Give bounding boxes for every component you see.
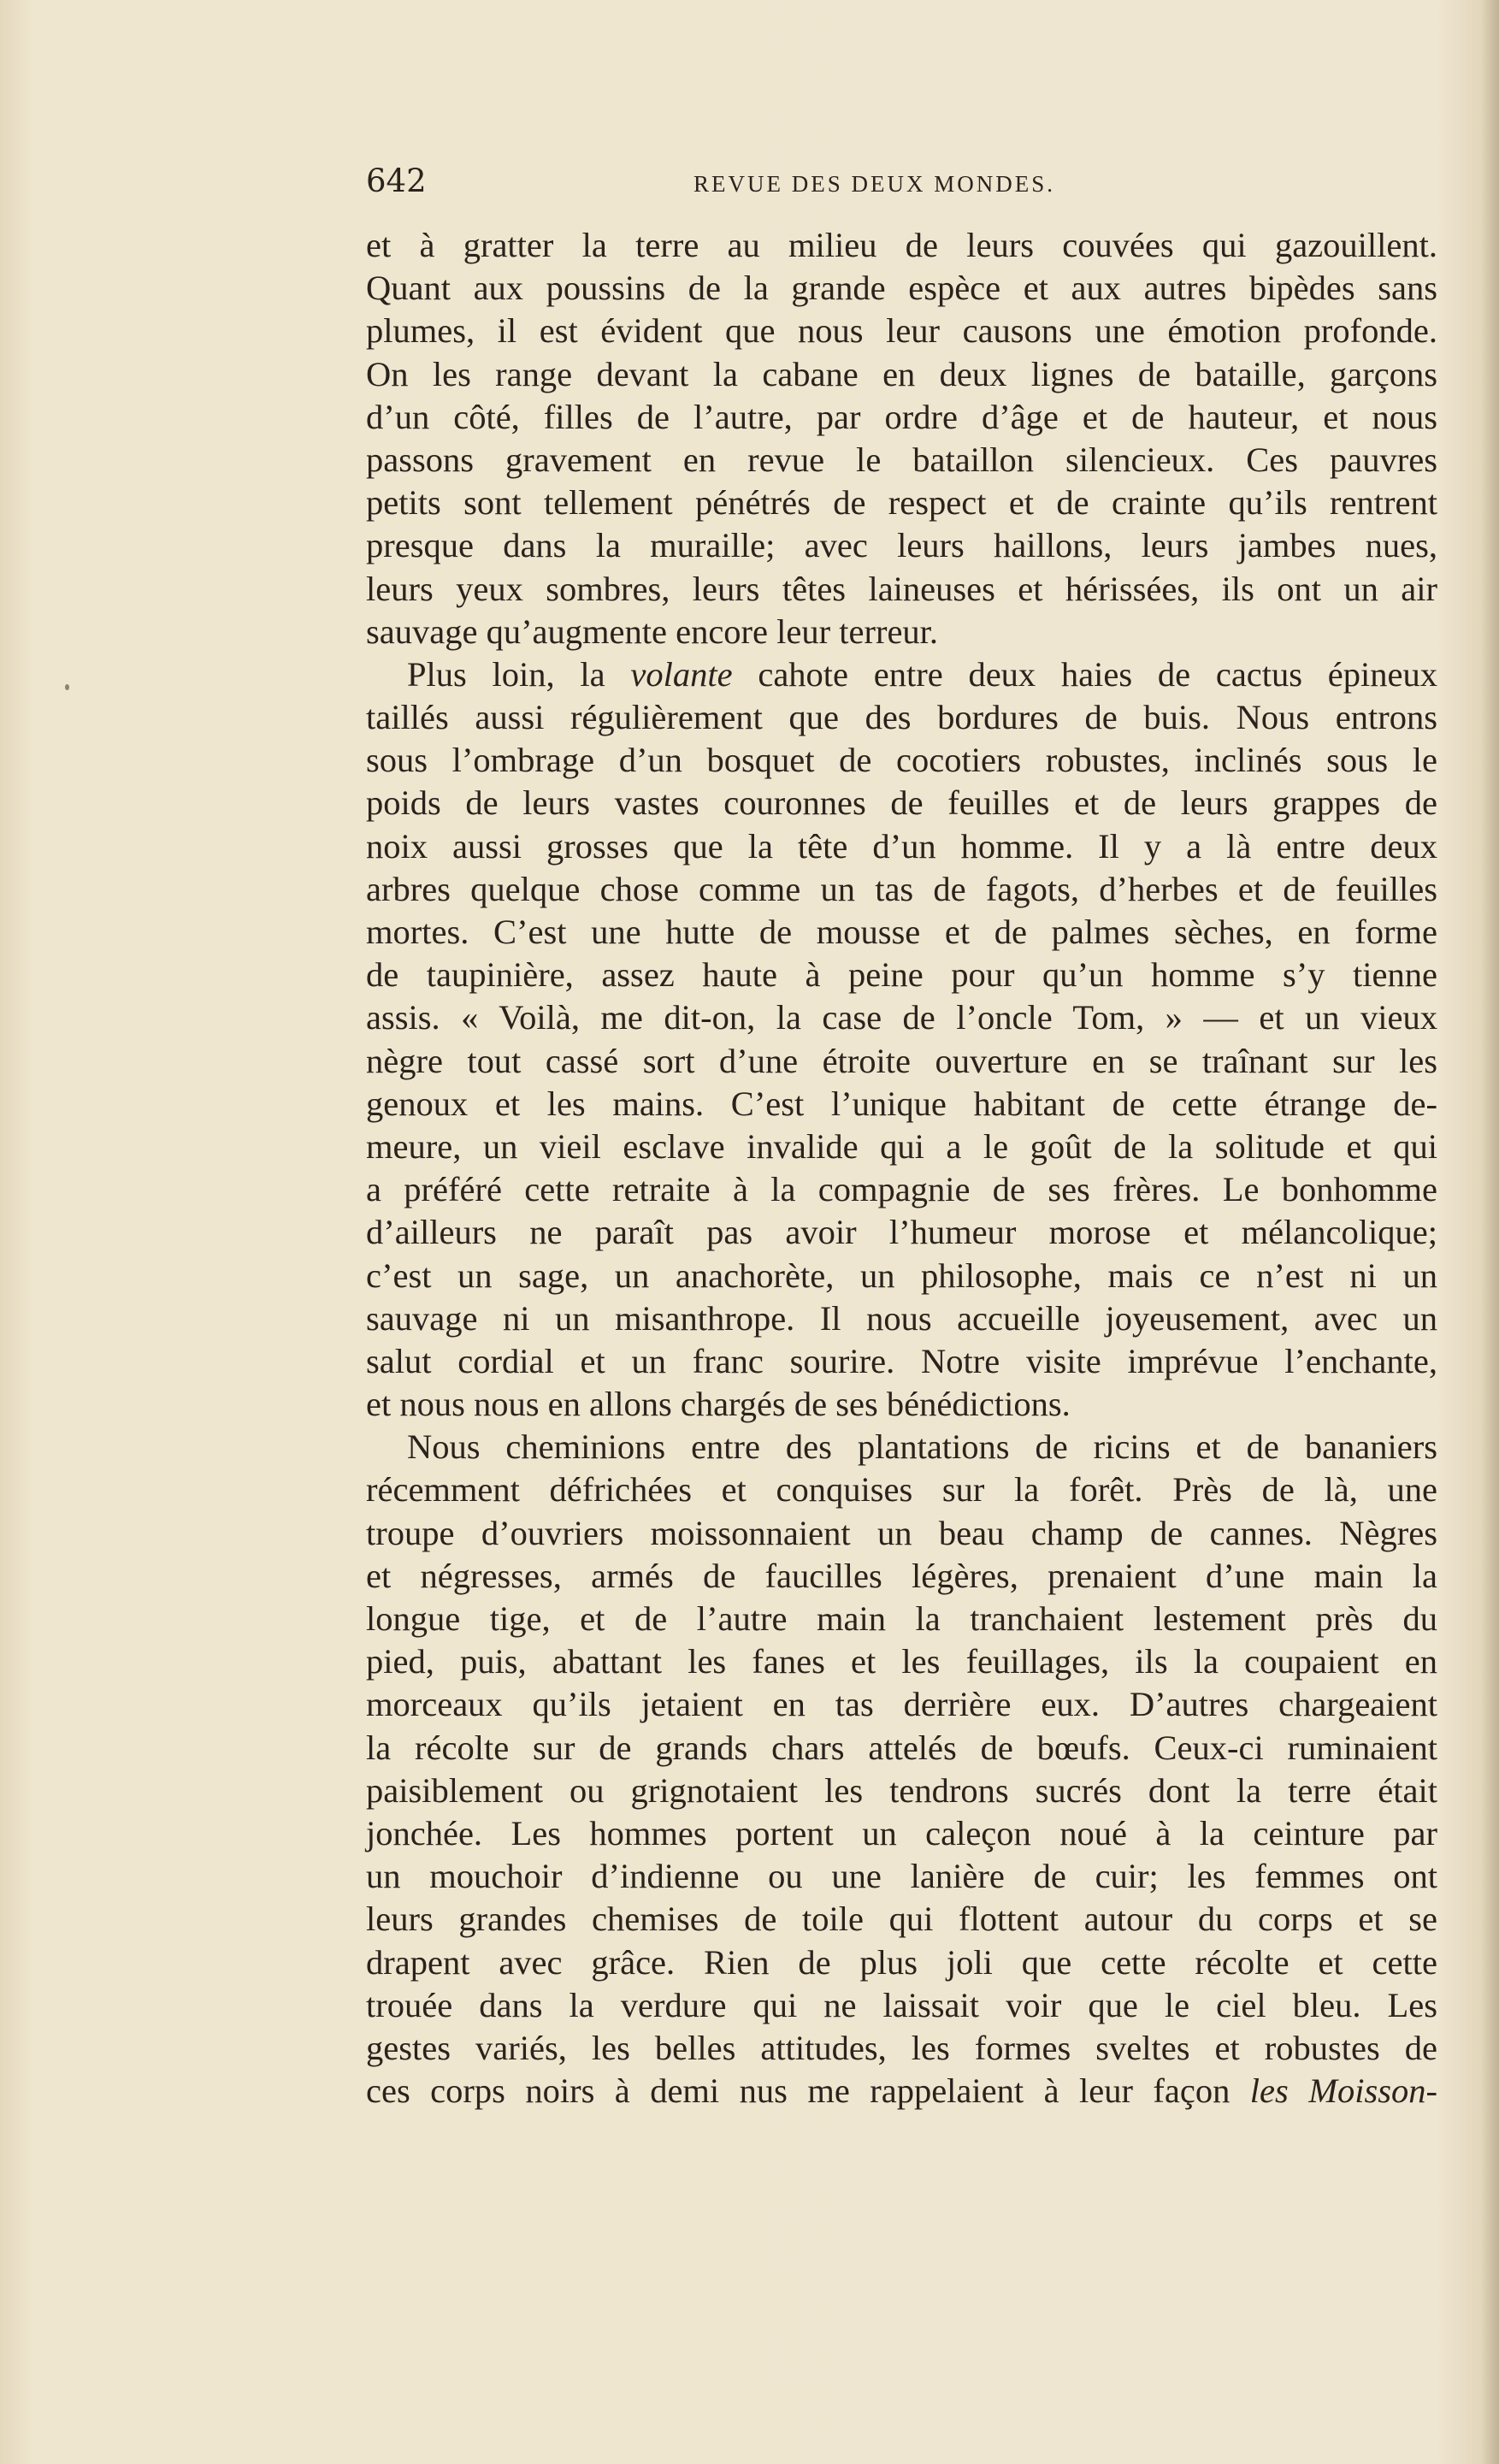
text-line: jonchée. Les hommes portent un caleçon noué à la ceinture par bbox=[366, 1813, 1437, 1852]
text-run: Plus loin, la bbox=[407, 654, 631, 694]
page-number: 642 bbox=[366, 162, 427, 199]
text-line: sous l’ombrage d’un bosquet de cocotiers robustes, inclinés sous le bbox=[366, 741, 1437, 780]
text-line: pied, puis, abattant les fanes et les feuillages, ils la coupaient en bbox=[366, 1642, 1437, 1681]
text-line: arbres quelque chose comme un tas de fagots, d’herbes et de feuilles bbox=[366, 869, 1437, 908]
paper-speck bbox=[65, 684, 69, 690]
text-line: c’est un sage, un anachorète, un philosophe, mais ce n’est ni un bbox=[366, 1256, 1437, 1295]
italic-text: volante bbox=[630, 654, 733, 694]
text-line: meure, un vieil esclave invalide qui a le goût de la solitude et qui bbox=[366, 1126, 1437, 1166]
text-line: la récolte sur de grands chars attelés de bœufs. Ceux-ci ruminaient bbox=[366, 1728, 1437, 1767]
text-line: drapent avec grâce. Rien de plus joli que cette récolte et cette bbox=[366, 1942, 1437, 1982]
text-line: presque dans la muraille; avec leurs haillons, leurs jambes nues, bbox=[366, 526, 1437, 565]
text-line: d’ailleurs ne paraît pas avoir l’humeur morose et mélancolique; bbox=[366, 1213, 1437, 1252]
text-line: et à gratter la terre au milieu de leurs couvées qui gazouillent. bbox=[366, 226, 1437, 264]
text-line bbox=[366, 2070, 1437, 2112]
text-line: sauvage qu’augmente encore leur terreur. bbox=[366, 612, 939, 651]
text-line: troupe d’ouvriers moissonnaient un beau champ de cannes. Nègres bbox=[366, 1513, 1437, 1552]
text-line: a préféré cette retraite à la compagnie de ses frères. Le bonhomme bbox=[366, 1170, 1437, 1209]
text-line: genoux et les mains. C’est l’unique habitant de cette étrange de- bbox=[366, 1084, 1437, 1123]
text-line: passons gravement en revue le bataillon silencieux. Ces pauvres bbox=[366, 440, 1437, 479]
text-line: paisiblement ou grignotaient les tendrons sucrés dont la terre était bbox=[366, 1770, 1437, 1810]
text-line: plumes, il est évident que nous leur causons une émotion profonde. bbox=[366, 311, 1437, 351]
text-line: un mouchoir d’indienne ou une lanière de cuir; les femmes ont bbox=[366, 1857, 1437, 1896]
text-line: trouée dans la verdure qui ne laissait voir que le ciel bleu. Les bbox=[366, 1985, 1437, 2024]
italic-text: les Moisson- bbox=[1249, 2071, 1437, 2111]
text-line: Nous cheminions entre des plantations de ricins et de bananiers bbox=[407, 1427, 1437, 1467]
text-line: petits sont tellement pénétrés de respect et de crainte qu’ils rentrent bbox=[366, 483, 1437, 523]
text-line: mortes. C’est une hutte de mousse et de palmes sèches, en forme bbox=[366, 913, 1437, 951]
text-line: On les range devant la cabane en deux lignes de bataille, garçons bbox=[366, 354, 1437, 393]
text-line: leurs grandes chemises de toile qui flottent autour du corps et se bbox=[366, 1900, 1437, 1939]
text-line: récemment défrichées et conquises sur la forêt. Près de là, une bbox=[366, 1470, 1437, 1510]
text-line: morceaux qu’ils jetaient en tas derrière eux. D’autres chargeaient bbox=[366, 1685, 1437, 1724]
text-line: et nous nous en allons chargés de ses bénédictions. bbox=[366, 1385, 1071, 1424]
text-line: gestes variés, les belles attitudes, les formes sveltes et robustes de bbox=[366, 2028, 1437, 2067]
text-run: ces corps noirs à demi nus me rappelaient à leur façon bbox=[366, 2071, 1250, 2111]
text-line: poids de leurs vastes couronnes de feuilles et de leurs grappes de bbox=[366, 783, 1437, 823]
running-head: REVUE DES DEUX MONDES. bbox=[693, 171, 1055, 197]
text-line: de taupinière, assez haute à peine pour qu’un homme s’y tienne bbox=[366, 955, 1437, 995]
text-line: et négresses, armés de faucilles légères, prenaient d’une main la bbox=[366, 1556, 1437, 1595]
page-edge-shadow bbox=[1480, 0, 1499, 2464]
text-line bbox=[366, 653, 1437, 696]
text-line: leurs yeux sombres, leurs têtes laineuses et hérissées, ils ont un air bbox=[366, 569, 1437, 608]
text-line: Quant aux poussins de la grande espèce et aux autres bipèdes sans bbox=[366, 269, 1437, 308]
text-line: taillés aussi régulièrement que des bordures de buis. Nous entrons bbox=[366, 698, 1437, 737]
body-text bbox=[366, 224, 1437, 2112]
text-run: cahote entre deux haies de cactus épineux bbox=[732, 654, 1437, 694]
text-line: nègre tout cassé sort d’une étroite ouverture en se traînant sur les bbox=[366, 1041, 1437, 1080]
text-line: sauvage ni un misanthrope. Il nous accueille joyeusement, avec un bbox=[366, 1298, 1437, 1338]
page-header bbox=[366, 162, 1435, 214]
text-line: salut cordial et un franc sourire. Notre visite imprévue l’enchante, bbox=[366, 1341, 1437, 1380]
text-line: longue tige, et de l’autre main la tranchaient lestement près du bbox=[366, 1599, 1437, 1638]
text-line: assis. « Voilà, me dit-on, la case de l’oncle Tom, » — et un vieux bbox=[366, 998, 1437, 1037]
text-line: noix aussi grosses que la tête d’un homme. Il y a là entre deux bbox=[366, 826, 1437, 866]
text-line: d’un côté, filles de l’autre, par ordre d’âge et de hauteur, et nous bbox=[366, 397, 1437, 436]
